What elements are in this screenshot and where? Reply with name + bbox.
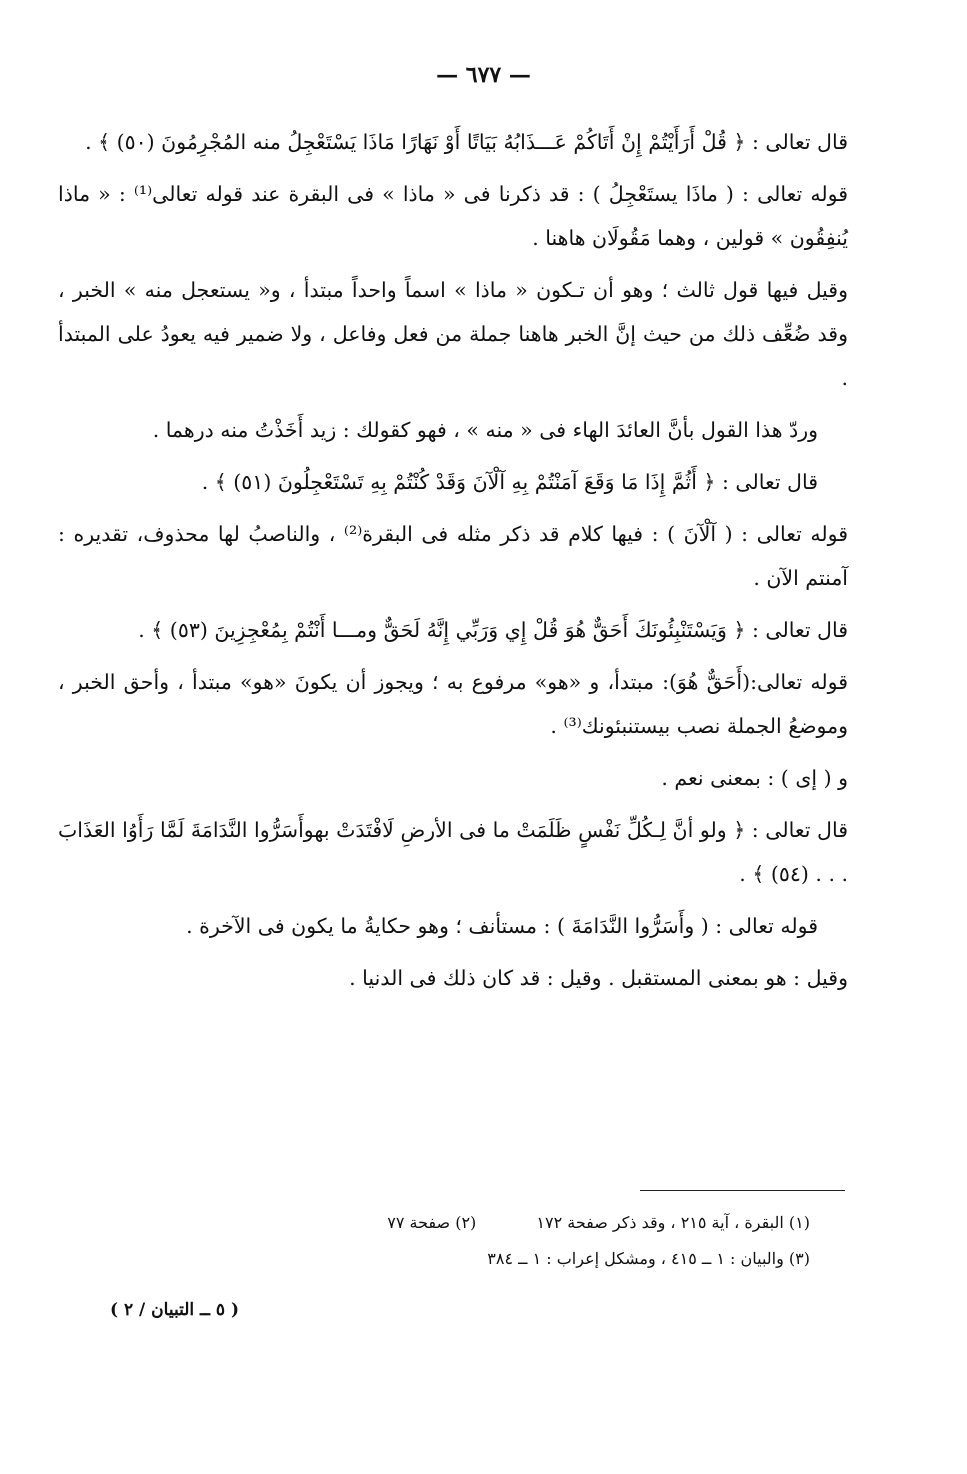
footnote-line [210,1241,810,1277]
footnotes [210,1205,810,1277]
paragraph: قال تعالى : ﴿ ولو أنَّ لِـكُلِّ نَفْسٍ ظَلَمَتْ ما فى الأرضِ لَافْتَدَتْ بهوأَسَرُّوا النَّدَامَةَ لَمَّا رَأَوُا العَذَابَ . . . (٥٤) ﴾ . [58,818,848,886]
page-number: — ٦٧٧ — [436,62,531,88]
paragraph: قوله تعالى:(أَحَقٌّ هُوَ): مبتدأ، و «هو» مرفوع به ؛ ويجوز أن يكونَ «هو» مبتدأ ، وأحق الخبر ، وموضعُ الجملة نصب بيستنبئونك⁽³⁾ . [58,670,848,738]
paragraph: قوله تعالى : ( ماذَا يستَعْجِلُ ) : قد ذكرنا فى « ماذا » فى البقرة عند قوله تعالى⁽¹⁾ : « ماذا يُنفِقُون » قولين ، وهما مَقُولَان هاهنا . [58,182,848,250]
footnote: (٣) والبيان : ١ ــ ٤١٥ ، ومشكل إعراب : ١ ــ ٣٨٤ [487,1249,810,1268]
paragraph: قال تعالى : ﴿ قُلْ أَرَأَيْتُمْ إِنْ أَتَاكُمْ عَـــذَابُهُ بَيَاتًا أَوْ نَهَارًا مَاذَا يَسْتَعْجِلُ منه المُجْرِمُونَ (٥٠) ﴾ . [85,130,848,154]
paragraph: وردّ هذا القول بأنَّ العائدَ الهاء فى « منه » ، فهو كقولك : زيد أَخَذْتُ منه درهما . [152,418,818,442]
paragraph: وقيل : هو بمعنى المستقبل . وقيل : قد كان ذلك فى الدنيا . [349,966,848,990]
footnote: (١) البقرة ، آية ٢١٥ ، وقد ذكر صفحة ١٧٢ [536,1213,810,1232]
paragraph: قوله تعالى : ( آلْآنَ ) : فيها كلام قد ذكر مثله فى البقرة⁽²⁾ ، والناصبُ لها محذوف، تقديره : آمنتم الآن . [58,522,848,590]
paragraph: و ( إى ) : بمعنى نعم . [661,766,848,790]
footnote-line [210,1205,810,1241]
paragraph: وقيل فيها قول ثالث ؛ وهو أن تـكون « ماذا » اسماً واحداً مبتدأ ، و« يستعجل منه » الخبر ، وقد ضُعِّف ذلك من حيث إنَّ الخبر هاهنا جملة من فعل وفاعل ، ولا ضمير فيه يعودُ على المبتدأ . [58,278,848,390]
paragraph: قوله تعالى : ( وأَسَرُّوا النَّدَامَةَ ) : مستأنف ؛ وهو حكايةُ ما يكون فى الآخرة . [186,914,818,938]
paragraph: قال تعالى : ﴿ وَيَسْتَنْبِئُونَكَ أَحَقٌّ هُوَ قُلْ إِي وَرَبِّي إِنَّهُ لَحَقٌّ ومـــا أَنْتُمْ بِمُعْجِزِينَ (٥٣) ﴾ . [138,618,848,642]
main-text [58,120,848,1008]
signature-mark: ( ٥ ــ التبيان / ٢ ) [110,1300,240,1320]
paragraph: قال تعالى : ﴿ أَثُمَّ إِذَا مَا وَقَعَ آمَنْتُمْ بِهِ آلْآنَ وَقَدْ كُنْتُمْ بِهِ تَسْتَعْجِلُونَ (٥١) ﴾ . [201,470,818,494]
footnote: (٢) صفحة ٧٧ [387,1213,477,1232]
footnote-divider [640,1190,845,1191]
